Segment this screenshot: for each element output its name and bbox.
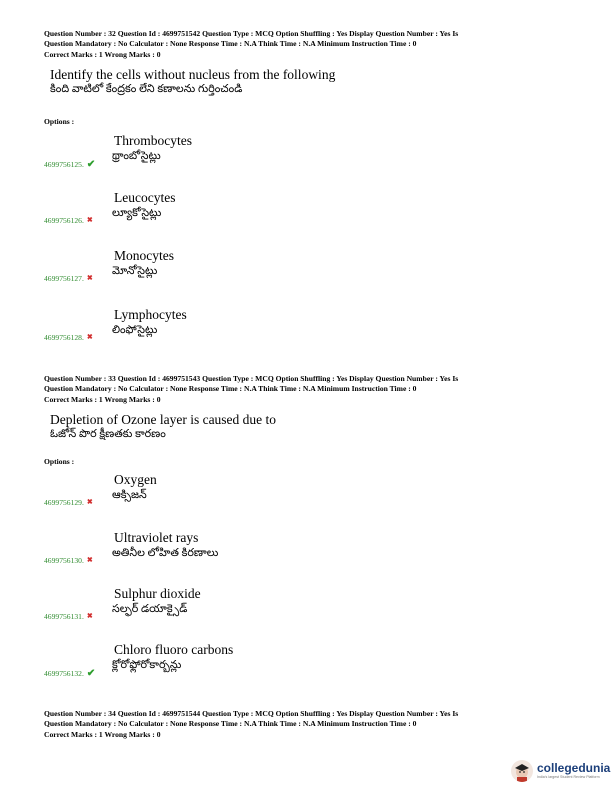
option-text-te: ఆక్సిజన్	[112, 489, 147, 501]
option[interactable]	[44, 530, 444, 574]
mascot-icon	[511, 760, 533, 782]
option-text-te: ల్యూకోసైట్లు	[112, 207, 162, 219]
cross-icon: ✖	[86, 612, 93, 620]
option[interactable]	[44, 472, 444, 516]
logo-tagline: India's largest Student Review Platform	[537, 775, 600, 779]
cross-icon: ✖	[86, 498, 93, 506]
option-text-en: Sulphur dioxide	[114, 586, 201, 601]
option-id: 4699756131.	[44, 612, 84, 621]
option-id: 4699756127.	[44, 274, 84, 283]
option-text-en: Leucocytes	[114, 190, 176, 205]
check-icon: ✔	[86, 668, 96, 679]
question-text-te: ఓజోన్ పొర క్షీణతకు కారణం	[50, 427, 166, 440]
option[interactable]	[44, 642, 444, 686]
option-id: 4699756126.	[44, 216, 84, 225]
option-text-te: క్లోరోఫ్లోరోకార్బన్లు	[112, 659, 182, 671]
question-text-en: Depletion of Ozone layer is caused due to	[50, 411, 277, 427]
options-label: Options :	[44, 457, 75, 466]
check-icon: ✔	[86, 159, 96, 170]
meta-line-1: Question Number : 33 Question Id : 4699751543 Question Type : MCQ Option Shuffling : Yes Display Question Number : Yes Is	[44, 374, 459, 383]
option-id: 4699756128.	[44, 333, 84, 342]
option[interactable]	[44, 190, 444, 234]
options-label: Options :	[44, 117, 75, 126]
option-text-te: మోనోసైట్లు	[112, 265, 158, 277]
question-meta	[44, 709, 584, 740]
option-text-te: సల్ఫర్ డయాక్సైడ్	[112, 603, 188, 615]
question-meta	[44, 374, 584, 405]
marks-line: Correct Marks : 1 Wrong Marks : 0	[44, 729, 161, 739]
cross-icon: ✖	[86, 556, 93, 564]
marks-line: Correct Marks : 1 Wrong Marks : 0	[44, 394, 161, 404]
collegedunia-logo	[511, 758, 611, 788]
option-text-en: Monocytes	[114, 248, 174, 263]
option-text-en: Thrombocytes	[114, 133, 192, 148]
option-text-en: Oxygen	[114, 472, 157, 487]
question-text-en: Identify the cells without nucleus from the following	[50, 66, 336, 82]
option-text-en: Lymphocytes	[114, 307, 187, 322]
option-id: 4699756125.	[44, 160, 84, 169]
question-34	[44, 709, 584, 740]
meta-line-2: Question Mandatory : No Calculator : None Response Time : N.A Think Time : N.A Minimum Instruction Time : 0	[44, 384, 417, 394]
question-33	[44, 374, 584, 679]
meta-line-1: Question Number : 32 Question Id : 4699751542 Question Type : MCQ Option Shuffling : Yes Display Question Number : Yes Is	[44, 29, 459, 38]
cross-icon: ✖	[86, 274, 93, 282]
cross-icon: ✖	[86, 333, 93, 341]
meta-line-1: Question Number : 34 Question Id : 4699751544 Question Type : MCQ Option Shuffling : Yes Display Question Number : Yes Is	[44, 709, 459, 718]
question-text-te: కింది వాటిలో కేంద్రకం లేని కణాలను గుర్తించండి	[50, 82, 243, 95]
option-id: 4699756132.	[44, 669, 84, 678]
question-32	[44, 29, 584, 342]
option-id: 4699756129.	[44, 498, 84, 507]
option[interactable]	[44, 307, 444, 351]
option-text-en: Chloro fluoro carbons	[114, 642, 234, 657]
option-text-te: లింఫోసైట్లు	[112, 324, 158, 336]
option[interactable]	[44, 586, 444, 630]
option[interactable]	[44, 248, 444, 292]
option-text-te: అతినీల లోహిత కిరణాలు	[112, 547, 219, 559]
option[interactable]	[44, 133, 444, 177]
marks-line: Correct Marks : 1 Wrong Marks : 0	[44, 49, 161, 59]
question-meta	[44, 29, 584, 60]
cross-icon: ✖	[86, 216, 93, 224]
logo-name: collegedunia	[537, 761, 611, 775]
option-id: 4699756130.	[44, 556, 84, 565]
option-text-te: థ్రాంబోసైట్లు	[112, 150, 161, 162]
meta-line-2: Question Mandatory : No Calculator : None Response Time : N.A Think Time : N.A Minimum Instruction Time : 0	[44, 719, 417, 729]
meta-line-2: Question Mandatory : No Calculator : None Response Time : N.A Think Time : N.A Minimum Instruction Time : 0	[44, 39, 417, 49]
option-text-en: Ultraviolet rays	[114, 530, 199, 545]
